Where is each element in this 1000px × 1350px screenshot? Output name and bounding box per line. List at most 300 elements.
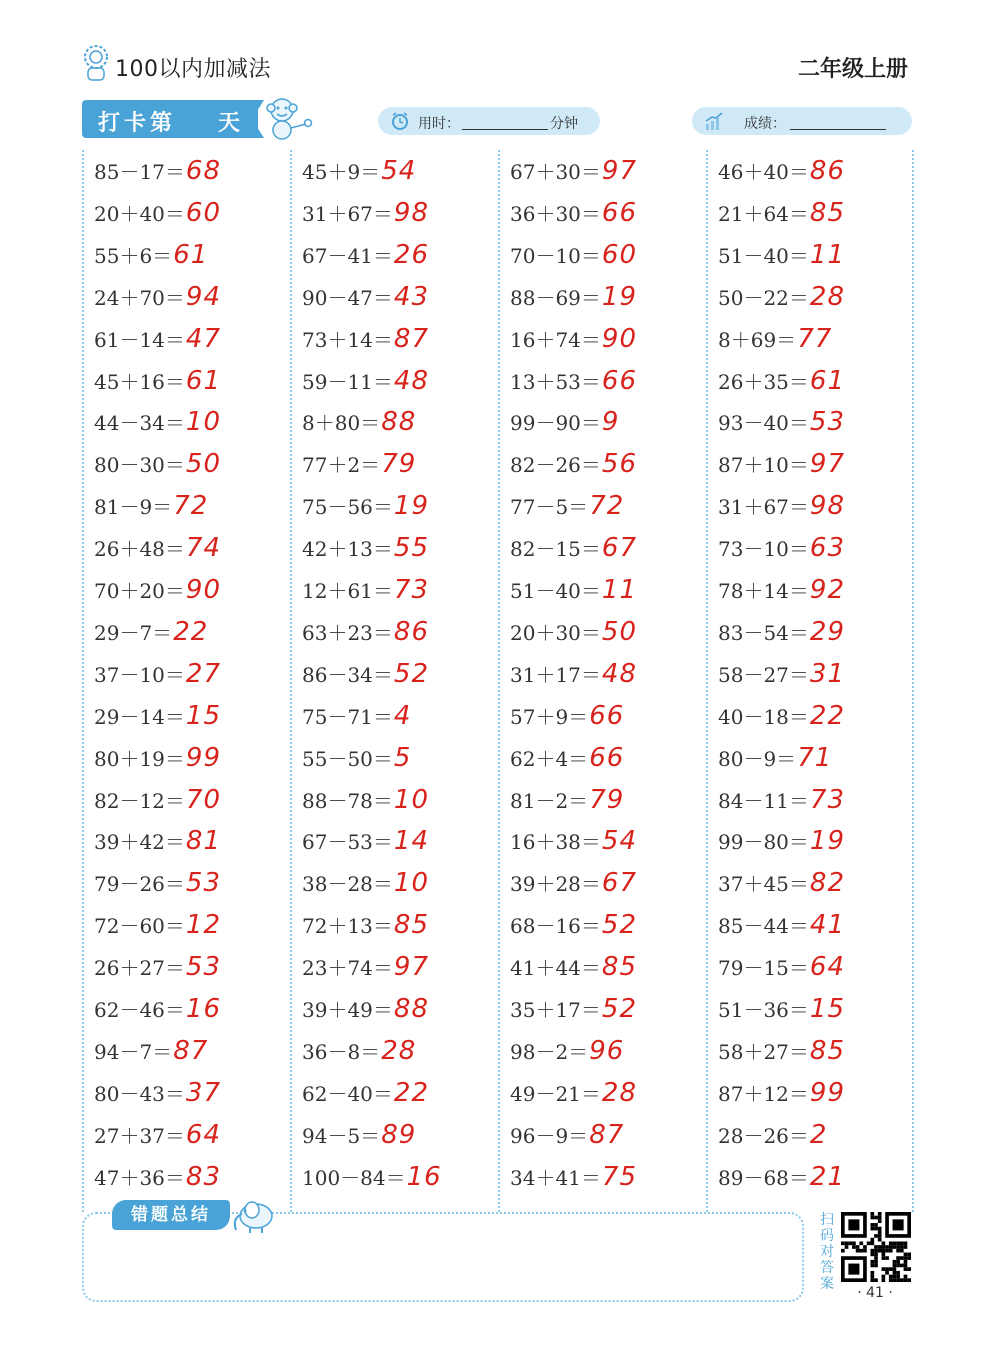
- problem-row: [94, 653, 221, 695]
- equation: 87＋12＝: [718, 1081, 809, 1106]
- handwritten-answer[interactable]: 10: [393, 868, 429, 899]
- problem-row: [302, 1072, 429, 1114]
- handwritten-answer[interactable]: 48: [601, 658, 637, 689]
- problem-row: [510, 611, 637, 653]
- time-unit: 分钟: [550, 116, 578, 132]
- problem-row: [302, 820, 429, 862]
- scan-answer-label: 扫码对答案: [820, 1212, 834, 1292]
- equation: 31＋67＝: [718, 495, 809, 520]
- equation: 55－50＝: [302, 746, 393, 771]
- handwritten-answer[interactable]: 85: [809, 197, 845, 228]
- problem-row: [718, 737, 832, 779]
- problem-row: [94, 1156, 221, 1198]
- problem-row: [718, 401, 845, 443]
- problem-row: [718, 318, 832, 360]
- handwritten-answer[interactable]: 52: [393, 658, 429, 689]
- problem-row: [718, 150, 845, 192]
- handwritten-answer[interactable]: 88: [393, 994, 429, 1024]
- equation: 8＋80＝: [302, 411, 381, 436]
- handwritten-answer[interactable]: 54: [601, 826, 637, 857]
- problem-row: [718, 695, 845, 737]
- problem-row: [302, 360, 429, 402]
- equation: 99－80＝: [718, 830, 809, 855]
- handwritten-answer[interactable]: 37: [185, 1077, 221, 1108]
- equation: 61－14＝: [94, 327, 185, 352]
- equation: 20＋30＝: [510, 620, 601, 645]
- problem-row: [718, 653, 845, 695]
- handwritten-answer[interactable]: 22: [393, 1077, 429, 1108]
- handwritten-answer[interactable]: 48: [393, 365, 429, 396]
- equation: 34＋41＝: [510, 1165, 601, 1190]
- equation: 98－2＝: [510, 1039, 589, 1064]
- problem-row: [510, 150, 637, 192]
- equation: 100－84＝: [302, 1165, 406, 1190]
- equation: 78＋14＝: [718, 579, 809, 603]
- handwritten-answer[interactable]: 97: [809, 449, 845, 480]
- problem-row: [718, 234, 845, 276]
- equation: 26＋27＝: [94, 956, 185, 981]
- grade-label: 二年级上册: [797, 57, 908, 82]
- equation: 36＋30＝: [510, 201, 601, 226]
- handwritten-answer[interactable]: 82: [809, 868, 845, 899]
- problem-row: [302, 904, 429, 946]
- problem-row: [510, 1114, 624, 1156]
- handwritten-answer[interactable]: 15: [185, 700, 221, 731]
- equation: 39＋42＝: [94, 830, 185, 855]
- equation: 49－21＝: [510, 1081, 601, 1106]
- handwritten-answer[interactable]: 43: [393, 281, 429, 312]
- equation: 85－17＝: [94, 160, 185, 184]
- time-blank[interactable]: [462, 129, 548, 130]
- handwritten-answer[interactable]: 61: [173, 239, 209, 270]
- handwritten-answer[interactable]: 12: [185, 910, 221, 941]
- equation: 12＋61＝: [302, 579, 393, 603]
- equation: 39＋49＝: [302, 998, 393, 1022]
- handwritten-answer[interactable]: 4: [393, 700, 412, 731]
- problem-row: [302, 653, 429, 695]
- handwritten-answer[interactable]: 64: [809, 952, 845, 983]
- problem-row: [302, 946, 429, 988]
- equation: 68－16＝: [510, 914, 601, 939]
- problem-row: [718, 192, 845, 234]
- handwritten-answer[interactable]: 87: [173, 1035, 209, 1066]
- equation: 21＋64＝: [718, 201, 809, 226]
- equation: 89－68＝: [718, 1165, 809, 1190]
- handwritten-answer[interactable]: 22: [809, 700, 845, 731]
- problem-row: [302, 527, 429, 569]
- problem-row: [510, 401, 619, 443]
- equation: 82－26＝: [510, 453, 601, 478]
- handwritten-answer[interactable]: 10: [393, 784, 429, 815]
- problem-row: [302, 1030, 416, 1072]
- equation: 85－44＝: [718, 914, 809, 939]
- handwritten-answer[interactable]: 29: [809, 616, 845, 647]
- handwritten-answer[interactable]: 52: [601, 910, 637, 941]
- handwritten-answer[interactable]: 41: [809, 910, 845, 941]
- handwritten-answer[interactable]: 28: [601, 1077, 637, 1108]
- handwritten-answer[interactable]: 66: [601, 197, 637, 228]
- handwritten-answer[interactable]: 55: [393, 533, 429, 564]
- equation: 31＋67＝: [302, 201, 393, 226]
- handwritten-answer[interactable]: 85: [601, 952, 637, 983]
- handwritten-answer[interactable]: 85: [809, 1035, 845, 1066]
- equation: 77＋2＝: [302, 453, 381, 478]
- equation: 80－43＝: [94, 1081, 185, 1106]
- handwritten-answer[interactable]: 96: [589, 1035, 625, 1066]
- problem-row: [302, 401, 416, 443]
- equation: 41＋44＝: [510, 956, 601, 981]
- handwritten-answer[interactable]: 56: [601, 449, 637, 480]
- handwritten-answer[interactable]: 72: [173, 491, 209, 522]
- handwritten-answer[interactable]: 73: [809, 784, 845, 815]
- handwritten-answer[interactable]: 87: [589, 1119, 625, 1150]
- problem-row: [302, 276, 429, 318]
- handwritten-answer[interactable]: 67: [601, 868, 637, 899]
- handwritten-answer[interactable]: 94: [185, 281, 221, 312]
- equation: 8＋69＝: [718, 327, 797, 352]
- problem-row: [510, 569, 637, 611]
- equation: 75－56＝: [302, 495, 393, 520]
- problems-grid: [82, 150, 914, 1212]
- handwritten-answer[interactable]: 60: [185, 197, 221, 228]
- equation: 42＋13＝: [302, 537, 393, 562]
- problem-row: [510, 862, 637, 904]
- problem-row: [94, 192, 221, 234]
- equation: 67＋30＝: [510, 160, 601, 184]
- handwritten-answer[interactable]: 97: [393, 952, 429, 983]
- problem-row: [94, 779, 221, 821]
- problem-row: [94, 988, 221, 1030]
- problem-row: [302, 318, 429, 360]
- equation: 75－71＝: [302, 704, 393, 729]
- handwritten-answer[interactable]: 19: [393, 491, 429, 522]
- problem-row: [94, 820, 221, 862]
- handwritten-answer[interactable]: 53: [185, 952, 221, 983]
- problem-row: [510, 443, 637, 485]
- problem-row: [510, 904, 637, 946]
- equation: 50－22＝: [718, 285, 809, 310]
- equation: 96－9＝: [510, 1123, 589, 1148]
- handwritten-answer[interactable]: 79: [381, 449, 417, 480]
- equation: 36－8＝: [302, 1039, 381, 1064]
- equation: 46＋40＝: [718, 160, 809, 184]
- handwritten-answer[interactable]: 75: [601, 1161, 637, 1192]
- qr-code[interactable]: [838, 1212, 914, 1282]
- problem-row: [510, 276, 637, 318]
- score-blank[interactable]: [790, 129, 886, 130]
- handwritten-answer[interactable]: 26: [393, 239, 429, 270]
- equation: 82－15＝: [510, 537, 601, 562]
- score-field[interactable]: [692, 107, 912, 135]
- problem-row: [94, 695, 221, 737]
- equation: 70－10＝: [510, 243, 601, 268]
- problem-column-2: [290, 150, 498, 1212]
- problem-row: [94, 401, 221, 443]
- handwritten-answer[interactable]: 79: [589, 784, 625, 815]
- equation: 59－11＝: [302, 369, 393, 394]
- problem-row: [718, 443, 845, 485]
- equation: 63＋23＝: [302, 620, 393, 645]
- problem-row: [302, 569, 429, 611]
- problem-row: [302, 779, 429, 821]
- handwritten-answer[interactable]: 83: [185, 1161, 221, 1192]
- problem-row: [94, 318, 221, 360]
- equation: 31＋17＝: [510, 662, 601, 687]
- equation: 77－5＝: [510, 495, 589, 520]
- handwritten-answer[interactable]: 5: [393, 742, 412, 773]
- handwritten-answer[interactable]: 73: [393, 575, 429, 605]
- handwritten-answer[interactable]: 98: [393, 197, 429, 228]
- handwritten-answer[interactable]: 90: [601, 323, 637, 354]
- handwritten-answer[interactable]: 89: [381, 1119, 417, 1150]
- handwritten-answer[interactable]: 2: [809, 1119, 828, 1150]
- equation: 20＋40＝: [94, 201, 185, 226]
- problem-row: [302, 1156, 442, 1198]
- problem-row: [718, 360, 845, 402]
- problem-row: [510, 779, 624, 821]
- handwritten-answer[interactable]: 28: [809, 281, 845, 312]
- problem-row: [510, 737, 624, 779]
- equation: 79－26＝: [94, 872, 185, 897]
- equation: 70＋20＝: [94, 579, 185, 603]
- equation: 67－53＝: [302, 830, 393, 855]
- problem-row: [718, 485, 845, 527]
- equation: 94－5＝: [302, 1123, 381, 1148]
- handwritten-answer[interactable]: 53: [185, 868, 221, 899]
- handwritten-answer[interactable]: 53: [809, 407, 845, 438]
- problem-row: [94, 150, 221, 192]
- equation: 58＋27＝: [718, 1039, 809, 1064]
- problem-row: [94, 443, 221, 485]
- problem-row: [510, 653, 637, 695]
- handwritten-answer[interactable]: 61: [185, 365, 221, 396]
- problem-row: [718, 1030, 845, 1072]
- handwritten-answer[interactable]: 66: [589, 700, 625, 731]
- problem-row: [302, 988, 429, 1030]
- handwritten-answer[interactable]: 74: [185, 533, 221, 564]
- equation: 72＋13＝: [302, 914, 393, 939]
- equation: 88－78＝: [302, 788, 393, 813]
- handwritten-answer[interactable]: 90: [185, 575, 221, 605]
- problem-row: [94, 1114, 221, 1156]
- handwritten-answer[interactable]: 15: [809, 994, 845, 1024]
- handwritten-answer[interactable]: 14: [393, 826, 429, 857]
- handwritten-answer[interactable]: 19: [809, 826, 845, 857]
- problem-row: [94, 360, 221, 402]
- equation: 82－12＝: [94, 788, 185, 813]
- equation: 67－41＝: [302, 243, 393, 268]
- equation: 51－40＝: [510, 579, 601, 603]
- equation: 13＋53＝: [510, 369, 601, 394]
- equation: 29－7＝: [94, 620, 173, 645]
- equation: 45＋16＝: [94, 369, 185, 394]
- equation: 87＋10＝: [718, 453, 809, 478]
- checkin-label: 打卡第: [98, 111, 177, 136]
- handwritten-answer[interactable]: 86: [809, 156, 845, 186]
- problem-row: [510, 318, 637, 360]
- handwritten-answer[interactable]: 11: [809, 239, 845, 270]
- equation: 80－9＝: [718, 746, 797, 771]
- handwritten-answer[interactable]: 50: [185, 449, 221, 480]
- handwritten-answer[interactable]: 70: [185, 784, 221, 815]
- handwritten-answer[interactable]: 16: [406, 1161, 442, 1192]
- problem-row: [302, 862, 429, 904]
- problem-row: [718, 946, 845, 988]
- problem-row: [94, 946, 221, 988]
- handwritten-answer[interactable]: 87: [393, 323, 429, 354]
- problem-row: [718, 1114, 827, 1156]
- equation: 62－46＝: [94, 998, 185, 1022]
- page-number: · 41 ·: [857, 1285, 893, 1301]
- monkey-icon: [262, 94, 314, 142]
- problem-column-1: [82, 150, 290, 1212]
- equation: 58－27＝: [718, 662, 809, 687]
- checkin-day-label: 天: [218, 111, 241, 136]
- equation: 72－60＝: [94, 914, 185, 939]
- problem-row: [94, 569, 221, 611]
- handwritten-answer[interactable]: 66: [601, 365, 637, 396]
- handwritten-answer[interactable]: 31: [809, 658, 845, 689]
- equation: 62－40＝: [302, 1081, 393, 1106]
- handwritten-answer[interactable]: 86: [393, 616, 429, 647]
- problem-row: [302, 443, 416, 485]
- handwritten-answer[interactable]: 99: [809, 1077, 845, 1108]
- problem-row: [302, 150, 416, 192]
- elephant-icon: [228, 1196, 280, 1234]
- problem-row: [94, 276, 221, 318]
- handwritten-answer[interactable]: 67: [601, 533, 637, 564]
- equation: 38－28＝: [302, 872, 393, 897]
- problem-row: [94, 611, 208, 653]
- handwritten-answer[interactable]: 54: [381, 156, 417, 186]
- handwritten-answer[interactable]: 47: [185, 323, 221, 354]
- problem-row: [302, 695, 411, 737]
- handwritten-answer[interactable]: 98: [809, 491, 845, 522]
- problem-column-3: [498, 150, 706, 1212]
- equation: 73－10＝: [718, 537, 809, 562]
- handwritten-answer[interactable]: 88: [381, 407, 417, 438]
- time-field[interactable]: [378, 107, 600, 135]
- problem-row: [302, 192, 429, 234]
- problem-column-4: [706, 150, 914, 1212]
- equation: 86－34＝: [302, 662, 393, 687]
- handwritten-answer[interactable]: 11: [601, 575, 637, 605]
- equation: 16＋74＝: [510, 327, 601, 352]
- equation: 80＋19＝: [94, 746, 185, 771]
- chart-icon: [704, 111, 724, 131]
- handwritten-answer[interactable]: 28: [381, 1035, 417, 1066]
- equation: 93－40＝: [718, 411, 809, 436]
- equation: 88－69＝: [510, 285, 601, 310]
- equation: 55＋6＝: [94, 243, 173, 268]
- handwritten-answer[interactable]: 60: [601, 239, 637, 270]
- problem-row: [94, 862, 221, 904]
- problem-row: [718, 569, 845, 611]
- handwritten-answer[interactable]: 63: [809, 533, 845, 564]
- handwritten-answer[interactable]: 99: [185, 742, 221, 773]
- handwritten-answer[interactable]: 27: [185, 658, 221, 689]
- problem-row: [510, 527, 637, 569]
- handwritten-answer[interactable]: 64: [185, 1119, 221, 1150]
- handwritten-answer[interactable]: 9: [601, 407, 620, 438]
- handwritten-answer[interactable]: 19: [601, 281, 637, 312]
- problem-row: [94, 737, 221, 779]
- equation: 37＋45＝: [718, 872, 809, 897]
- problem-row: [718, 904, 845, 946]
- handwritten-answer[interactable]: 81: [185, 826, 221, 857]
- handwritten-answer[interactable]: 52: [601, 994, 637, 1024]
- problem-row: [718, 1072, 845, 1114]
- problem-row: [94, 1030, 208, 1072]
- equation: 37－10＝: [94, 662, 185, 687]
- problem-row: [94, 904, 221, 946]
- handwritten-answer[interactable]: 50: [601, 616, 637, 647]
- equation: 83－54＝: [718, 620, 809, 645]
- equation: 40－18＝: [718, 704, 809, 729]
- equation: 39＋28＝: [510, 872, 601, 897]
- problem-row: [510, 1156, 637, 1198]
- handwritten-answer[interactable]: 97: [601, 156, 637, 186]
- equation: 73＋14＝: [302, 327, 393, 352]
- problem-row: [718, 988, 845, 1030]
- equation: 51－36＝: [718, 998, 809, 1022]
- problem-row: [510, 988, 637, 1030]
- problem-row: [718, 527, 845, 569]
- clock-icon: [390, 111, 410, 131]
- equation: 35＋17＝: [510, 998, 601, 1022]
- handwritten-answer[interactable]: 92: [809, 575, 845, 605]
- equation: 26＋35＝: [718, 369, 809, 394]
- handwritten-answer[interactable]: 66: [589, 742, 625, 773]
- problem-row: [510, 946, 637, 988]
- problem-row: [718, 611, 845, 653]
- handwritten-answer[interactable]: 10: [185, 407, 221, 438]
- equation: 29－14＝: [94, 704, 185, 729]
- equation: 47＋36＝: [94, 1165, 185, 1190]
- handwritten-answer[interactable]: 71: [797, 742, 833, 773]
- problem-row: [510, 485, 624, 527]
- equation: 16＋38＝: [510, 830, 601, 855]
- problem-row: [510, 820, 637, 862]
- problem-row: [510, 234, 637, 276]
- problem-row: [302, 485, 429, 527]
- equation: 80－30＝: [94, 453, 185, 478]
- problem-row: [302, 737, 411, 779]
- equation: 62＋4＝: [510, 746, 589, 771]
- handwritten-answer[interactable]: 85: [393, 910, 429, 941]
- handwritten-answer[interactable]: 16: [185, 994, 221, 1024]
- handwritten-answer[interactable]: 21: [809, 1161, 845, 1192]
- problem-row: [302, 611, 429, 653]
- problem-row: [718, 1156, 845, 1198]
- equation: 94－7＝: [94, 1039, 173, 1064]
- problem-row: [302, 1114, 416, 1156]
- equation: 28－26＝: [718, 1123, 809, 1148]
- time-label: 用时：: [418, 116, 460, 132]
- error-summary-label: 错题总结: [112, 1200, 230, 1230]
- handwritten-answer[interactable]: 61: [809, 365, 845, 396]
- problem-row: [718, 779, 845, 821]
- handwritten-answer[interactable]: 22: [173, 616, 209, 647]
- problem-row: [94, 1072, 221, 1114]
- equation: 27＋37＝: [94, 1123, 185, 1148]
- handwritten-answer[interactable]: 72: [589, 491, 625, 522]
- equation: 24＋70＝: [94, 285, 185, 310]
- equation: 26＋48＝: [94, 537, 185, 562]
- problem-row: [510, 192, 637, 234]
- handwritten-answer[interactable]: 77: [797, 323, 833, 354]
- handwritten-answer[interactable]: 68: [185, 156, 221, 186]
